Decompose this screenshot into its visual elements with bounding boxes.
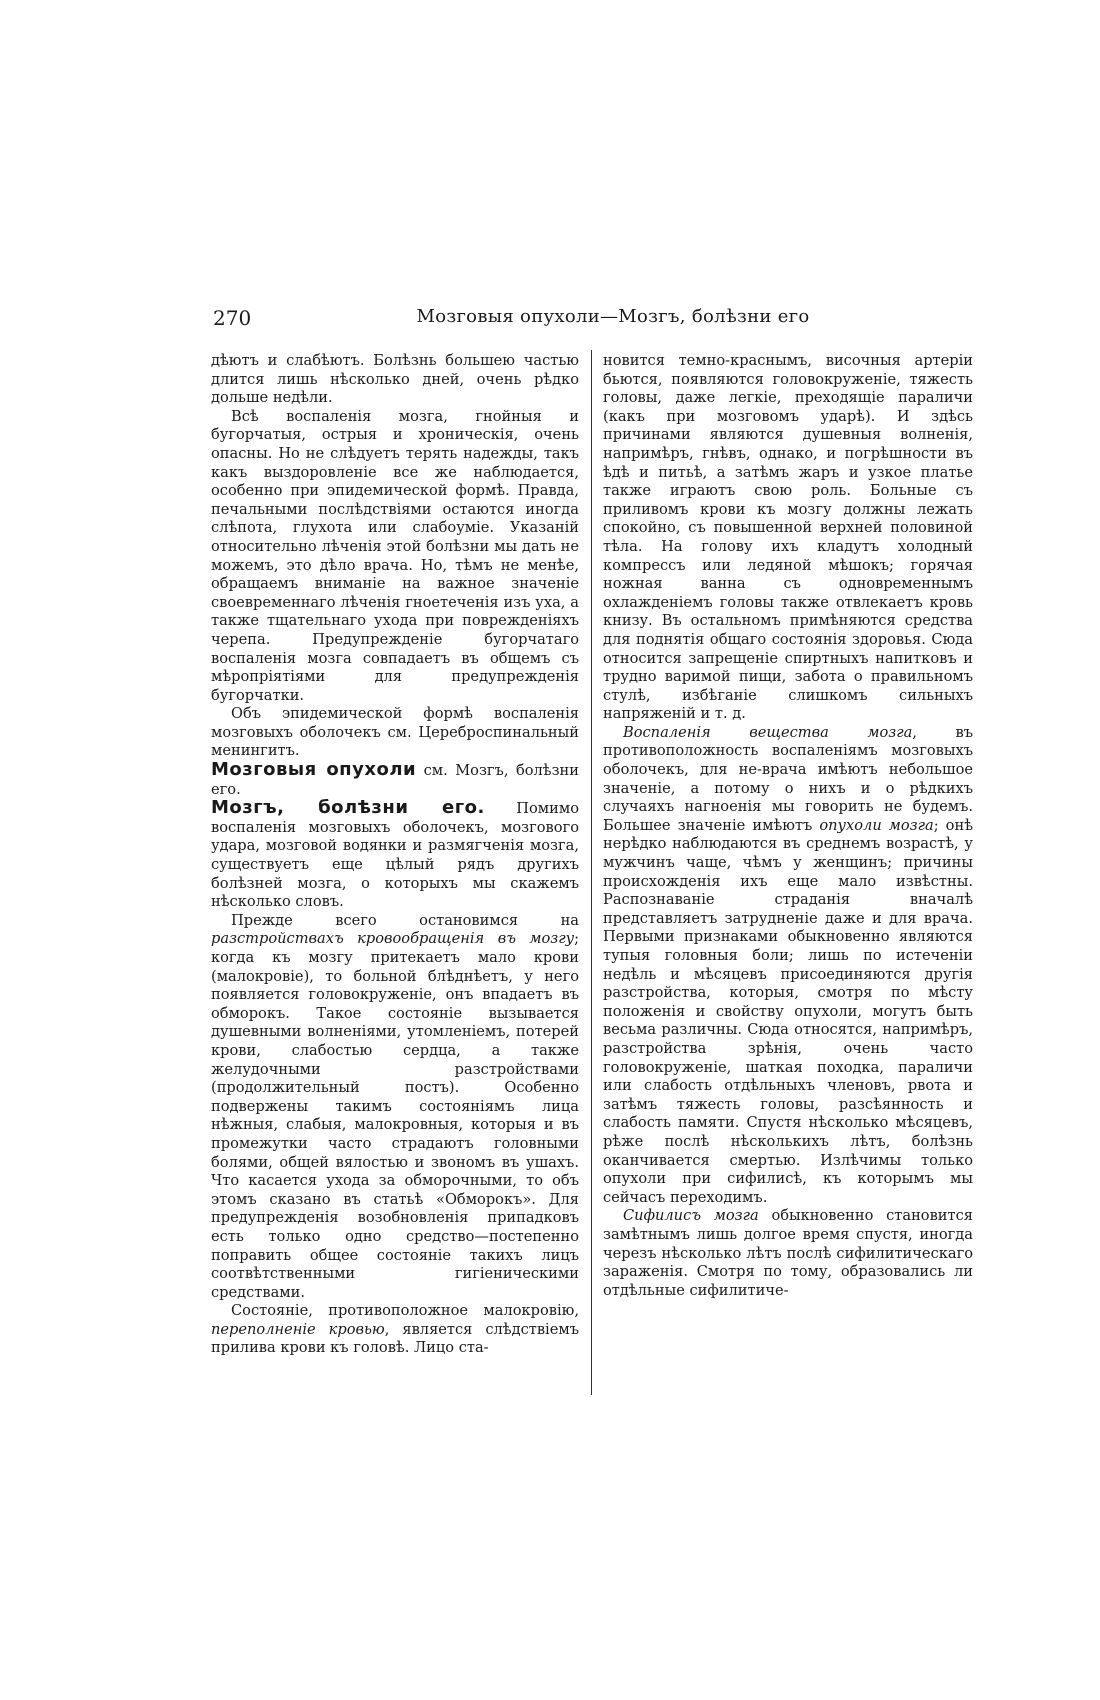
text-run: ; когда къ мозгу притекаетъ мало крови (малокровіе), то больной блѣднѣетъ, у него появляется головокруженіе, онъ впадаетъ въ обморокъ. Такое состояніе вызывается душевными волненіями, утомленіемъ, потерей крови, слабостью сердца, а также желудочными разстройствами (продолжительный постъ). Особенно подвержены такимъ состояніямъ лица нѣжныя, слабыя, малокровныя, которыя и въ промежутки часто страдаютъ головными болями, общей вялостью и звономъ въ ушахъ. Что касается ухода за обморочными, то объ этомъ сказано въ статьѣ «Обморокъ». Для предупрежденія возобновленія припадковъ есть только одно средство—постепенно поправить общее состояніе такихъ лицъ соотвѣтственными гигіеническими средствами. — [211, 930, 579, 1301]
italic-term: Сифилисъ мозга — [623, 1207, 759, 1225]
paragraph: Объ эпидемической формѣ воспаленія мозговыхъ оболочекъ см. Цереброспинальный менингитъ. — [211, 705, 579, 760]
paragraph — [211, 1302, 579, 1358]
text-run: Состояніе, противоположное малокровію, — [231, 1302, 579, 1320]
paragraph: дѣютъ и слабѣютъ. Болѣзнь большею частью длится лишь нѣсколько дней, очень рѣдко дольше недѣли. — [211, 352, 579, 407]
italic-term: разстройствахъ кровообращенія въ мозгу — [211, 930, 575, 948]
paragraph — [603, 724, 973, 1207]
left-column — [211, 352, 579, 1358]
entry-headword: Мозговыя опухоли — [211, 759, 417, 781]
paragraph — [211, 912, 579, 1302]
text-run: ; онѣ нерѣдко наблюдаются въ среднемъ возрастѣ, у мужчинъ чаще, чѣмъ у женщинъ; причины происхожденія ихъ еще мало извѣстны. Распознаваніе страданія вначалѣ представляетъ затрудненіе даже и для врача. Первыми признаками обыкновенно являются тупыя головныя боли; лишь по истеченіи недѣль и мѣсяцевъ присоединяются другія разстройства, которыя, смотря по мѣсту положенія и свойству опухоли, могутъ быть весьма различны. Сюда относятся, напримѣръ, разстройства зрѣнія, очень часто головокруженіе, шаткая походка, параличи или слабость отдѣльныхъ членовъ, рвота и затѣмъ тяжесть головы, разсѣянность и слабость памяти. Спустя нѣсколько мѣсяцевъ, рѣже послѣ нѣсколькихъ лѣтъ, болѣзнь оканчивается смертью. Излѣчимы только опухоли при сифилисѣ, къ которымъ мы сейчасъ переходимъ. — [603, 816, 974, 1206]
entry-text: см. Мозгъ, болѣзни его. — [211, 762, 579, 798]
right-column — [603, 352, 973, 1300]
paragraph: новится темно-краснымъ, височныя артеріи бьются, появляются головокруженіе, тяжесть головы, даже легкіе, преходящіе параличи (какъ при мозговомъ ударѣ). И здѣсь причинами являются душевныя волненія, напримѣръ, гнѣвъ, однако, и погрѣшности въ ѣдѣ и питьѣ, а затѣмъ жаръ и узкое платье также играютъ свою роль. Больные съ приливомъ крови къ мозгу должны лежать спокойно, съ повышенной верхней половиной тѣла. На голову ихъ кладутъ холодный компрессъ или ледяной мѣшокъ; горячая ножная ванна съ одновременнымъ охлажденіемъ головы также отвлекаетъ кровь книзу. Въ остальномъ примѣняются средства для поднятія общаго состоянія здоровья. Сюда относится запрещеніе спиртныхъ напитковъ и трудно варимой пищи, забота о правильномъ стулѣ, избѣганіе слишкомъ сильныхъ напряженій и т. д. — [603, 352, 973, 723]
text-run: обыкновенно становится замѣтнымъ лишь долгое время спустя, иногда черезъ нѣсколько лѣтъ послѣ сифилитическаго зараженія. Смотря по тому, образовались ли отдѣльные сифилитиче- — [603, 1207, 973, 1299]
page-number: 270 — [213, 306, 252, 330]
entry-text: Помимо воспаленія мозговыхъ оболочекъ, мозгового удара, мозговой водянки и размягченія мозга, существуетъ еще цѣлый рядъ другихъ болѣзней мозга, о которыхъ мы скажемъ нѣсколько словъ. — [211, 800, 579, 911]
dictionary-entry — [211, 761, 579, 799]
text-run: Прежде всего остановимся на — [231, 911, 579, 929]
italic-term: переполненіе кровью — [211, 1320, 385, 1338]
paragraph — [603, 1207, 973, 1300]
text-run: , является слѣдствіемъ прилива крови къ головѣ. Лицо ста- — [211, 1320, 579, 1357]
running-head: Мозговыя опухоли—Мозгъ, болѣзни его — [416, 306, 810, 327]
italic-term: опухоли мозга — [819, 816, 934, 834]
paragraph: Всѣ воспаленія мозга, гнойныя и бугорчатыя, острыя и хроническія, очень опасны. Но не слѣдуетъ терять надежды, такъ какъ выздоровленіе все же наблюдается, особенно при эпидемической формѣ. Правда, печальными послѣдствіями остаются иногда слѣпота, глухота или слабоуміе. Указаній относительно лѣченія этой болѣзни мы дать не можемъ, это дѣло врача. Но, тѣмъ не менѣе, обращаемъ вниманіе на важное значеніе своевременнаго лѣченія гноетеченія изъ уха, а также тщательнаго ухода при поврежденіяхъ черепа. Предупрежденіе бугорчатаго воспаленія мозга совпадаетъ въ общемъ съ мѣропріятіями для предупрежденія бугорчатки. — [211, 407, 579, 704]
dictionary-entry — [211, 799, 579, 912]
italic-term: Воспаленія вещества мозга — [623, 723, 913, 741]
page-header — [213, 306, 973, 336]
text-run: , въ противоположность воспаленіямъ мозговыхъ оболочекъ, для не-врача имѣютъ небольшое значеніе, а потому о нихъ и о рѣдкихъ случаяхъ нагноенія мы говорить не будемъ. Большее значеніе имѣютъ — [603, 723, 974, 834]
column-divider — [591, 350, 592, 1395]
entry-headword: Мозгъ, болѣзни его. — [211, 797, 485, 819]
